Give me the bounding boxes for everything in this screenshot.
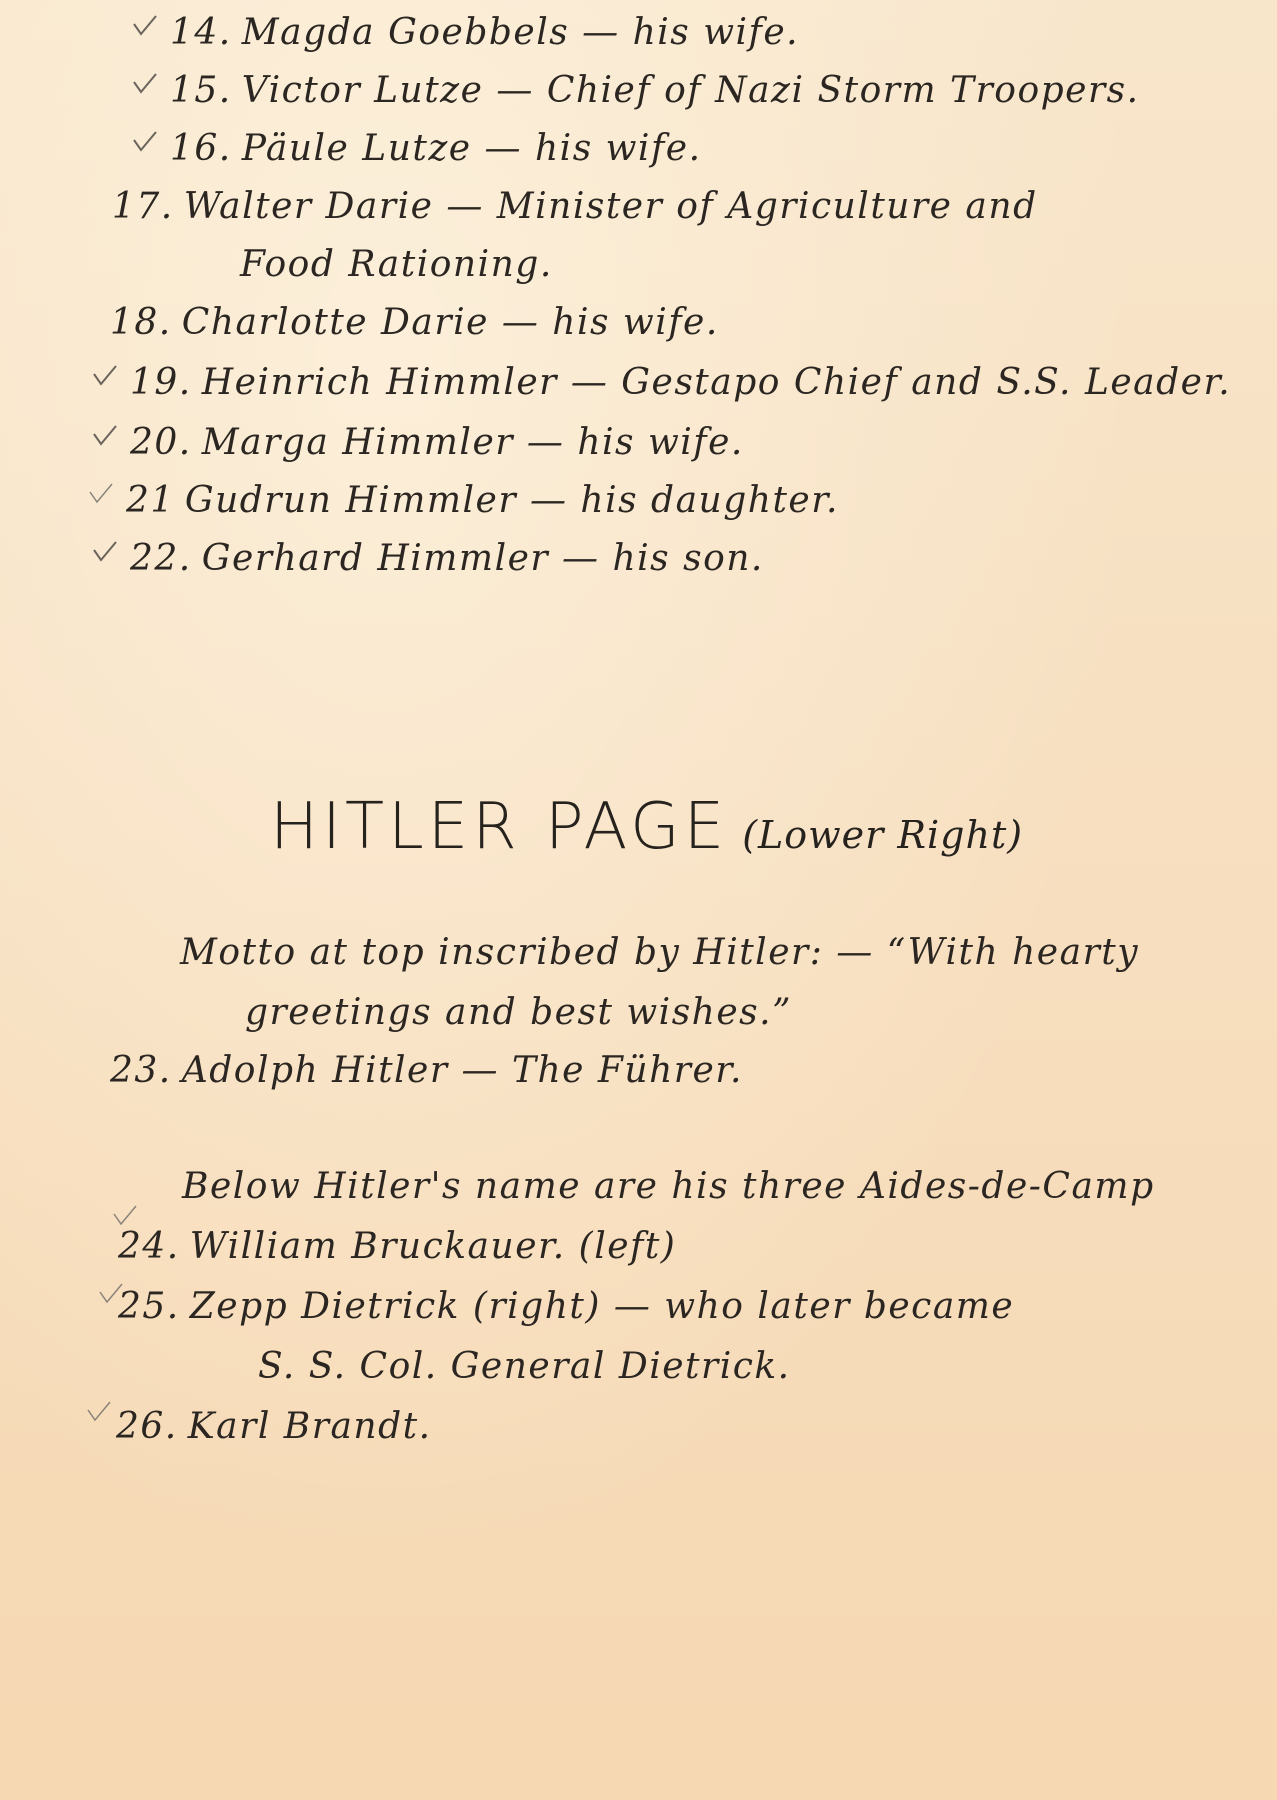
entry-19 [130,362,1231,403]
checkmark-icon [98,1282,124,1304]
motto-text: Motto at top inscribed by Hitler: — “With hearty [180,932,1140,973]
checkmark-icon [112,1204,138,1226]
entry-text: S. S. Col. General Dietrick. [258,1346,791,1387]
page-heading [270,790,1023,864]
checkmark-icon [88,482,114,504]
entry-number: 26. [116,1406,178,1447]
entry-17 [112,186,1038,227]
entry-number: 18. [110,302,172,343]
entry-25 [118,1286,1014,1327]
entry-text: Charlotte Darie — his wife. [181,302,719,343]
entry-text: Karl Brandt. [187,1406,432,1447]
entry-23 [110,1050,743,1091]
checkmark-icon [92,364,118,386]
entry-text: Food Rationing. [240,244,553,285]
entry-25-continued [258,1346,791,1387]
entry-text: Adolph Hitler — The Führer. [181,1050,743,1091]
entry-14 [170,12,799,53]
entry-number: 16. [170,128,232,169]
entry-24 [118,1226,676,1267]
entry-number: 24. [118,1226,180,1267]
entry-22 [130,538,764,579]
entry-number: 17. [112,186,174,227]
entry-number: 21 [126,480,175,521]
checkmark-icon [92,540,118,562]
checkmark-icon [86,1400,112,1422]
entry-text: Päule Lutze — his wife. [241,128,702,169]
entry-text: Gerhard Himmler — his son. [201,538,764,579]
page-title: HITLER PAGE [270,790,729,864]
entry-text: William Bruckauer. (left) [189,1226,677,1267]
entry-number: 15. [170,70,232,111]
entry-text: Heinrich Himmler — Gestapo Chief and S.S. Leader. [201,362,1232,403]
checkmark-icon [132,72,158,94]
entry-17-continued [240,244,553,285]
entry-text: Gudrun Himmler — his daughter. [184,480,839,521]
entry-number: 25. [118,1286,180,1327]
entry-18 [110,302,719,343]
entry-text: Marga Himmler — his wife. [201,422,744,463]
entry-number: 22. [130,538,192,579]
entry-text: Walter Darie — Minister of Agriculture and [183,186,1038,227]
entry-number: 14. [170,12,232,53]
aides-intro [182,1166,1155,1207]
checkmark-icon [92,424,118,446]
entry-20 [130,422,744,463]
page-subtitle: (Lower Right) [742,813,1024,857]
motto-text: greetings and best wishes.” [245,992,792,1033]
entry-15 [170,70,1140,111]
motto-line-2 [245,992,792,1033]
entry-number: 20. [130,422,192,463]
checkmark-icon [132,130,158,152]
entry-number: 19. [130,362,192,403]
motto-line-1 [180,932,1139,973]
entry-text: Magda Goebbels — his wife. [241,12,800,53]
entry-21 [126,480,839,521]
entry-text: Victor Lutze — Chief of Nazi Storm Troopers. [241,70,1140,111]
entry-26 [116,1406,432,1447]
checkmark-icon [132,14,158,36]
entry-number: 23. [110,1050,172,1091]
entry-16 [170,128,702,169]
entry-text: Zepp Dietrick (right) — who later became [189,1286,1015,1327]
aides-intro-text: Below Hitler's name are his three Aides-de-Camp [182,1166,1155,1207]
